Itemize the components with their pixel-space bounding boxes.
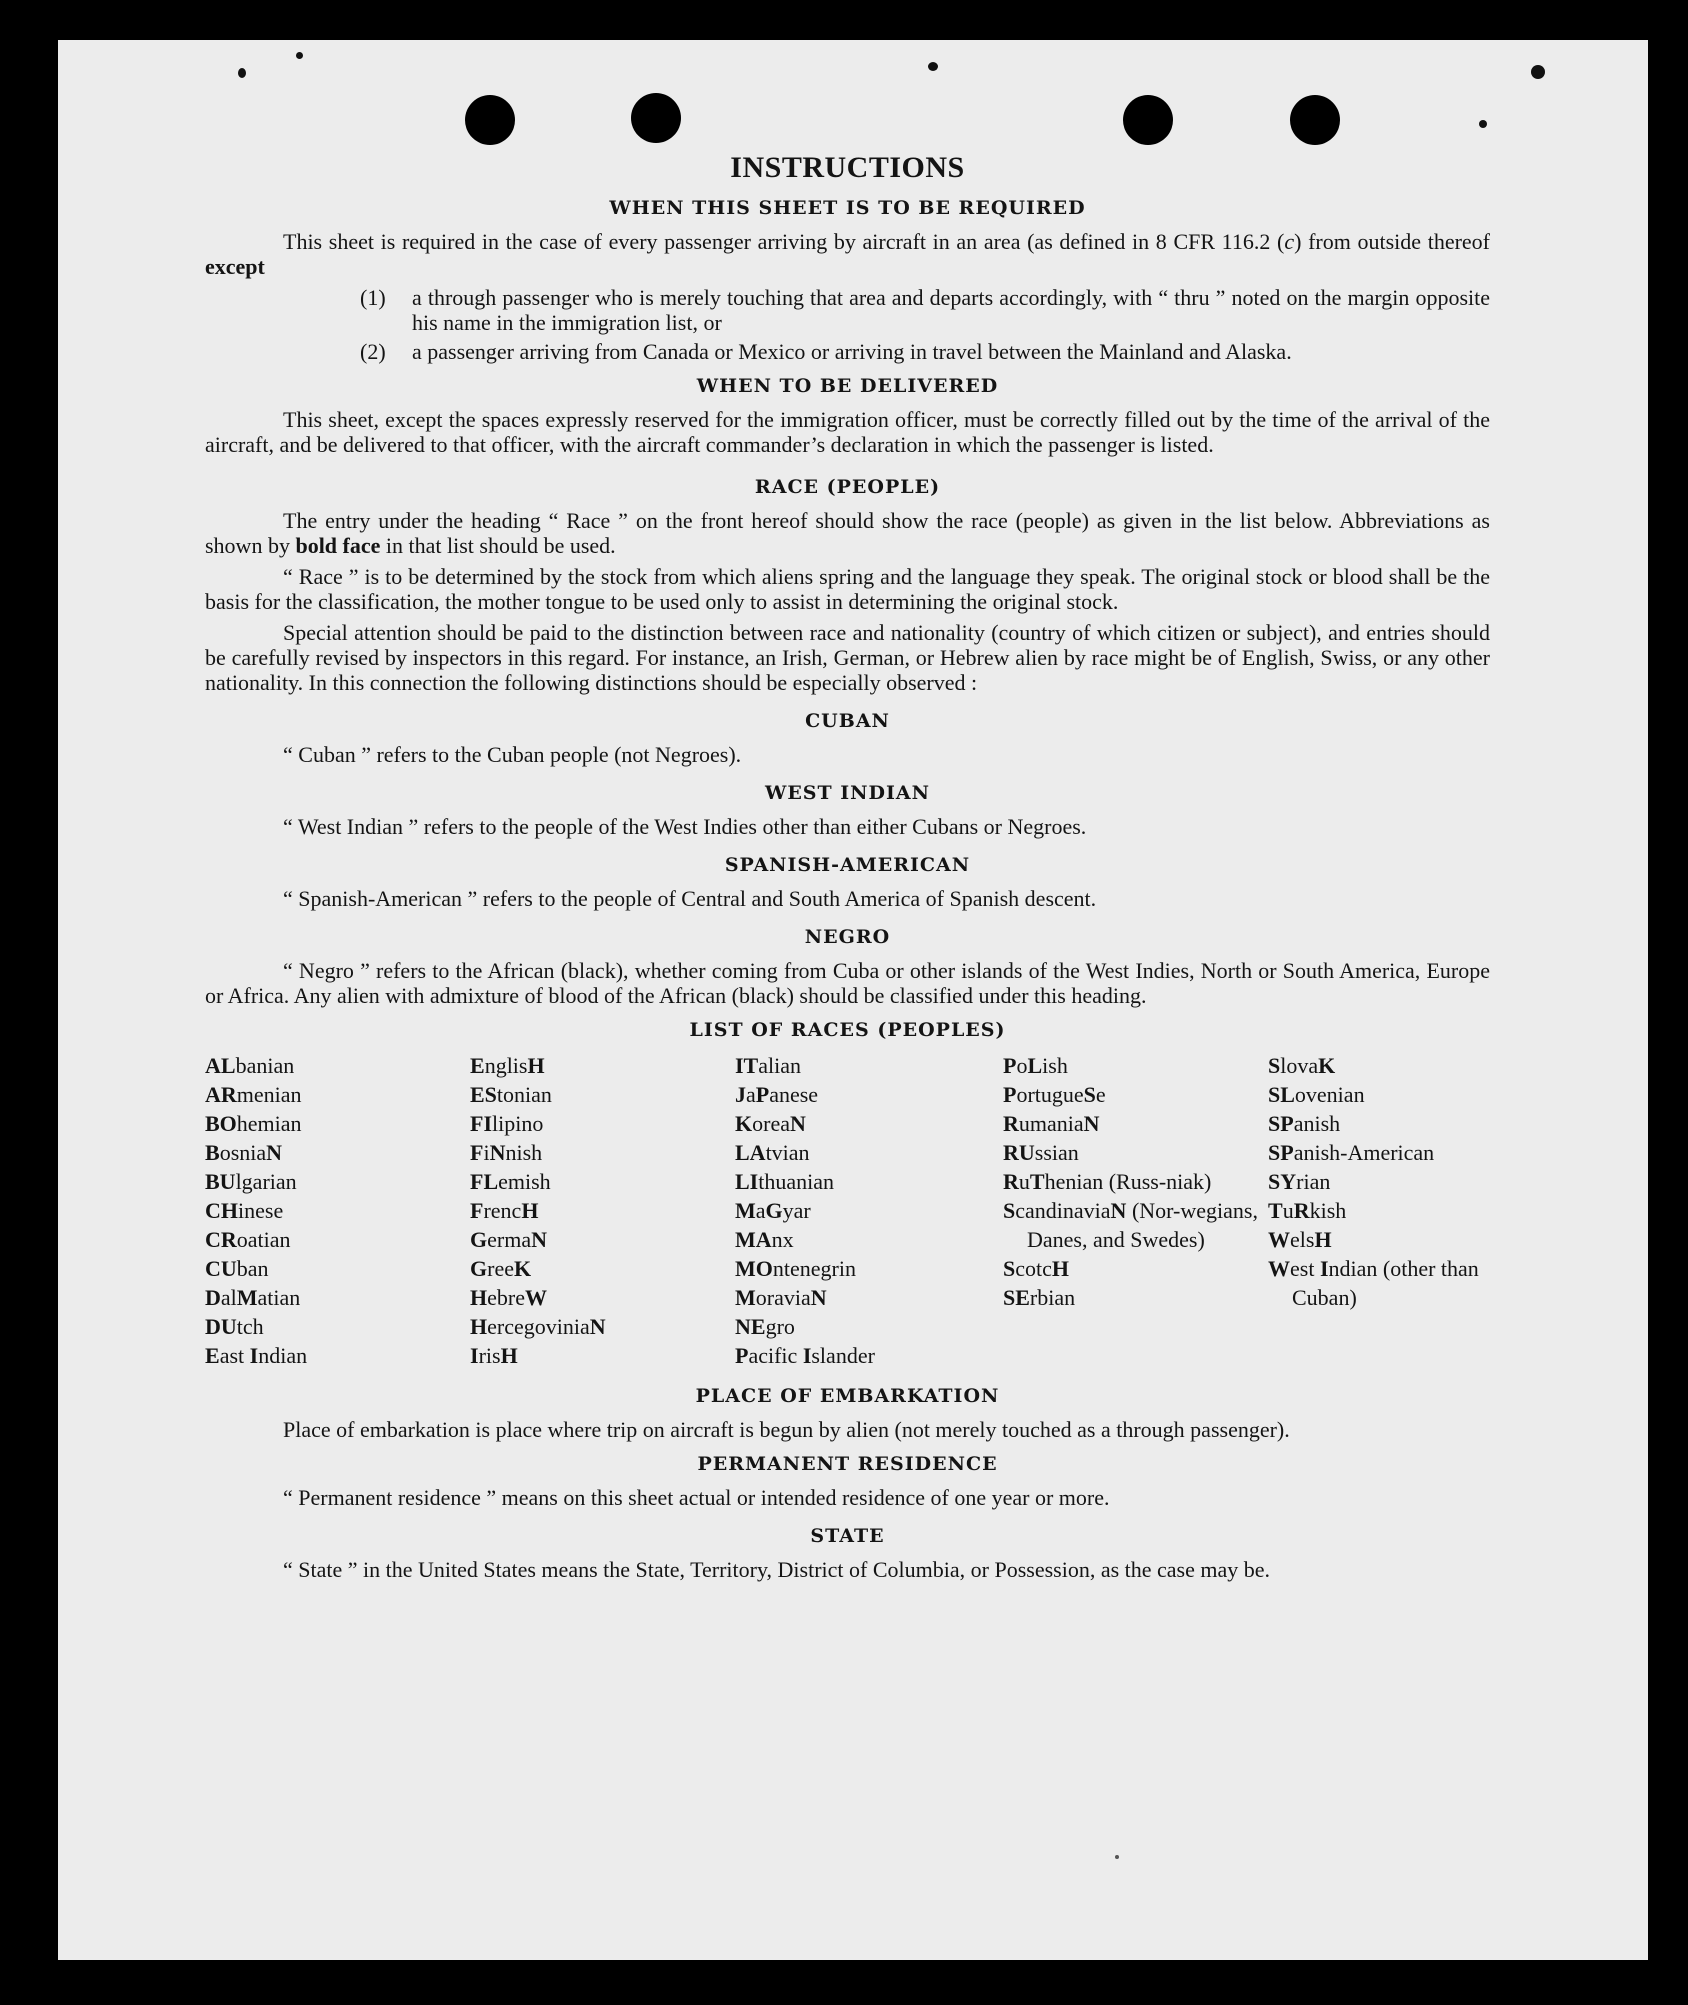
section-heading-negro: NEGRO (804, 926, 891, 948)
section-heading-state: STATE (810, 1525, 885, 1547)
scan-speck (238, 68, 246, 78)
paragraph-state: “ State ” in the United States means the State, Territory, District of Columbia, or Possession, as the case may be. (283, 1557, 1271, 1582)
scan-speck (1531, 65, 1545, 79)
race-entry: GermaN (470, 1227, 547, 1252)
paragraph-embarkation: Place of embarkation is place where trip on aircraft is begun by alien (not merely touched as a through passenger). (283, 1417, 1290, 1442)
race-entry: SlovaK (1268, 1053, 1336, 1078)
section-heading-race: RACE (PEOPLE) (754, 476, 941, 498)
race-entry: BOhemian (205, 1111, 302, 1136)
race-entry: PortugueSe (1003, 1082, 1106, 1107)
race-entry: CUban (205, 1256, 269, 1281)
paragraph-delivered: This sheet, except the spaces expressly reserved for the immigration officer, must be correctly filled out by the time of the arrival of the aircraft, and be delivered to that officer, with the aircraft commander’s declaration in which the passenger is listed. (205, 407, 1490, 457)
instructions-content (205, 150, 1490, 1588)
race-entry: BosniaN (205, 1140, 283, 1165)
section-heading-list-of-races: LIST OF RACES (PEOPLES) (689, 1019, 1006, 1041)
race-entry: MoraviaN (735, 1285, 827, 1310)
race-entry: IrisH (470, 1343, 518, 1368)
races-column (470, 1051, 735, 1370)
race-entry: EStonian (470, 1082, 552, 1107)
paragraph-required: This sheet is required in the case of every passenger arriving by aircraft in an area (as defined in 8 CFR 116.2 (c) from outside thereof except (205, 229, 1490, 279)
punch-hole (1290, 95, 1340, 145)
race-entry: FLemish (470, 1169, 551, 1194)
race-entry: HercegoviniaN (470, 1314, 606, 1339)
race-entry: SLovenian (1268, 1082, 1365, 1107)
race-entry: HebreW (470, 1285, 547, 1310)
race-entry: ScotcH (1003, 1256, 1070, 1281)
race-entry: MOntenegrin (735, 1256, 856, 1281)
race-entry: KoreaN (735, 1111, 806, 1136)
race-entry: JaPanese (735, 1082, 819, 1107)
race-entry: PoLish (1003, 1053, 1068, 1078)
section-heading-residence: PERMANENT RESIDENCE (697, 1453, 998, 1475)
race-entry: CHinese (205, 1198, 284, 1223)
paragraph-negro: “ Negro ” refers to the African (black), whether coming from Cuba or other islands of the West Indies, North or South America, Europe or Africa. Any alien with admixture of blood of the African (black) should be classified under this heading. (205, 958, 1490, 1008)
race-entry: LIthuanian (735, 1169, 835, 1194)
section-heading-delivered: WHEN TO BE DELIVERED (696, 375, 999, 397)
paragraph-race-nationality: Special attention should be paid to the distinction between race and nationality (country of which citizen or subject), and entries should be carefully revised by inspectors in this regard. For instance, an Irish, German, or Hebrew alien by race might be of English, Swiss, or any other nationality. In this connection the following distinctions should be especially observed : (205, 620, 1490, 695)
section-heading-west-indian: WEST INDIAN (764, 782, 931, 804)
punch-hole (1123, 95, 1173, 145)
section-heading-spanish-american: SPANISH-AMERICAN (724, 854, 971, 876)
scan-speck (296, 52, 303, 59)
punch-hole (631, 93, 681, 143)
race-entry: Pacific Islander (735, 1343, 875, 1368)
page-title: INSTRUCTIONS (730, 151, 965, 184)
race-entry: FIlipino (470, 1111, 544, 1136)
races-column (1003, 1051, 1268, 1370)
races-list (205, 1051, 1490, 1370)
scan-speck (1115, 1855, 1119, 1859)
race-entry: LAtvian (735, 1140, 810, 1165)
race-entry: ARmenian (205, 1082, 302, 1107)
scan-speck (928, 62, 938, 71)
race-entry: DalMatian (205, 1285, 301, 1310)
scan-speck (1479, 120, 1487, 128)
race-entry: RumaniaN (1003, 1111, 1100, 1136)
race-entry: West Indian (other than Cuban) (1268, 1256, 1479, 1310)
punch-hole (465, 95, 515, 145)
paragraph-spanish-american: “ Spanish-American ” refers to the people of Central and South America of Spanish descent. (283, 886, 1097, 911)
race-entry: RUssian (1003, 1140, 1079, 1165)
race-entry: DUtch (205, 1314, 264, 1339)
race-entry: SYrian (1268, 1169, 1331, 1194)
race-entry: RuThenian (Russ-niak) (1003, 1169, 1212, 1194)
section-heading-embarkation: PLACE OF EMBARKATION (695, 1385, 1000, 1407)
list-item: (1) a through passenger who is merely touching that area and departs accordingly, with “ thru ” noted on the margin opposite his name in the immigration list, or (360, 285, 1490, 335)
paragraph-cuban: “ Cuban ” refers to the Cuban people (not Negroes). (283, 742, 742, 767)
race-entry: TuRkish (1268, 1198, 1347, 1223)
race-entry: ALbanian (205, 1053, 295, 1078)
race-entry: FrencH (470, 1198, 539, 1223)
section-heading-required: WHEN THIS SHEET IS TO BE REQUIRED (609, 197, 1086, 219)
race-entry: GreeK (470, 1256, 532, 1281)
race-entry: WelsH (1268, 1227, 1332, 1252)
paragraph-west-indian: “ West Indian ” refers to the people of the West Indies other than either Cubans or Negroes. (283, 814, 1087, 839)
race-entry: ScandinaviaN (Nor-wegians, Danes, and Swedes) (1003, 1198, 1258, 1252)
races-column (1268, 1051, 1490, 1370)
race-entry: East Indian (205, 1343, 308, 1368)
section-heading-cuban: CUBAN (805, 710, 890, 732)
race-entry: ITalian (735, 1053, 802, 1078)
race-entry: SPanish (1268, 1111, 1341, 1136)
race-entry: MaGyar (735, 1198, 811, 1223)
paragraph-race: The entry under the heading “ Race ” on the front hereof should show the race (people) as given in the list below. Abbreviations as shown by bold face in that list should be used. (205, 508, 1490, 558)
races-column (735, 1051, 1003, 1370)
race-entry: MAnx (735, 1227, 794, 1252)
race-entry: SPanish-American (1268, 1140, 1435, 1165)
race-entry: FiNnish (470, 1140, 543, 1165)
race-entry: CRoatian (205, 1227, 291, 1252)
race-entry: EnglisH (470, 1053, 545, 1078)
race-entry: SErbian (1003, 1285, 1076, 1310)
race-entry: NEgro (735, 1314, 795, 1339)
paragraph-residence: “ Permanent residence ” means on this sheet actual or intended residence of one year or more. (283, 1485, 1110, 1510)
races-column (205, 1051, 470, 1370)
race-entry: BUlgarian (205, 1169, 297, 1194)
paragraph-race-definition: “ Race ” is to be determined by the stock from which aliens spring and the language they speak. The original stock or blood shall be the basis for the classification, the mother tongue to be used only to assist in determining the original stock. (205, 564, 1490, 614)
list-item: (2) a passenger arriving from Canada or Mexico or arriving in travel between the Mainland and Alaska. (360, 339, 1292, 364)
